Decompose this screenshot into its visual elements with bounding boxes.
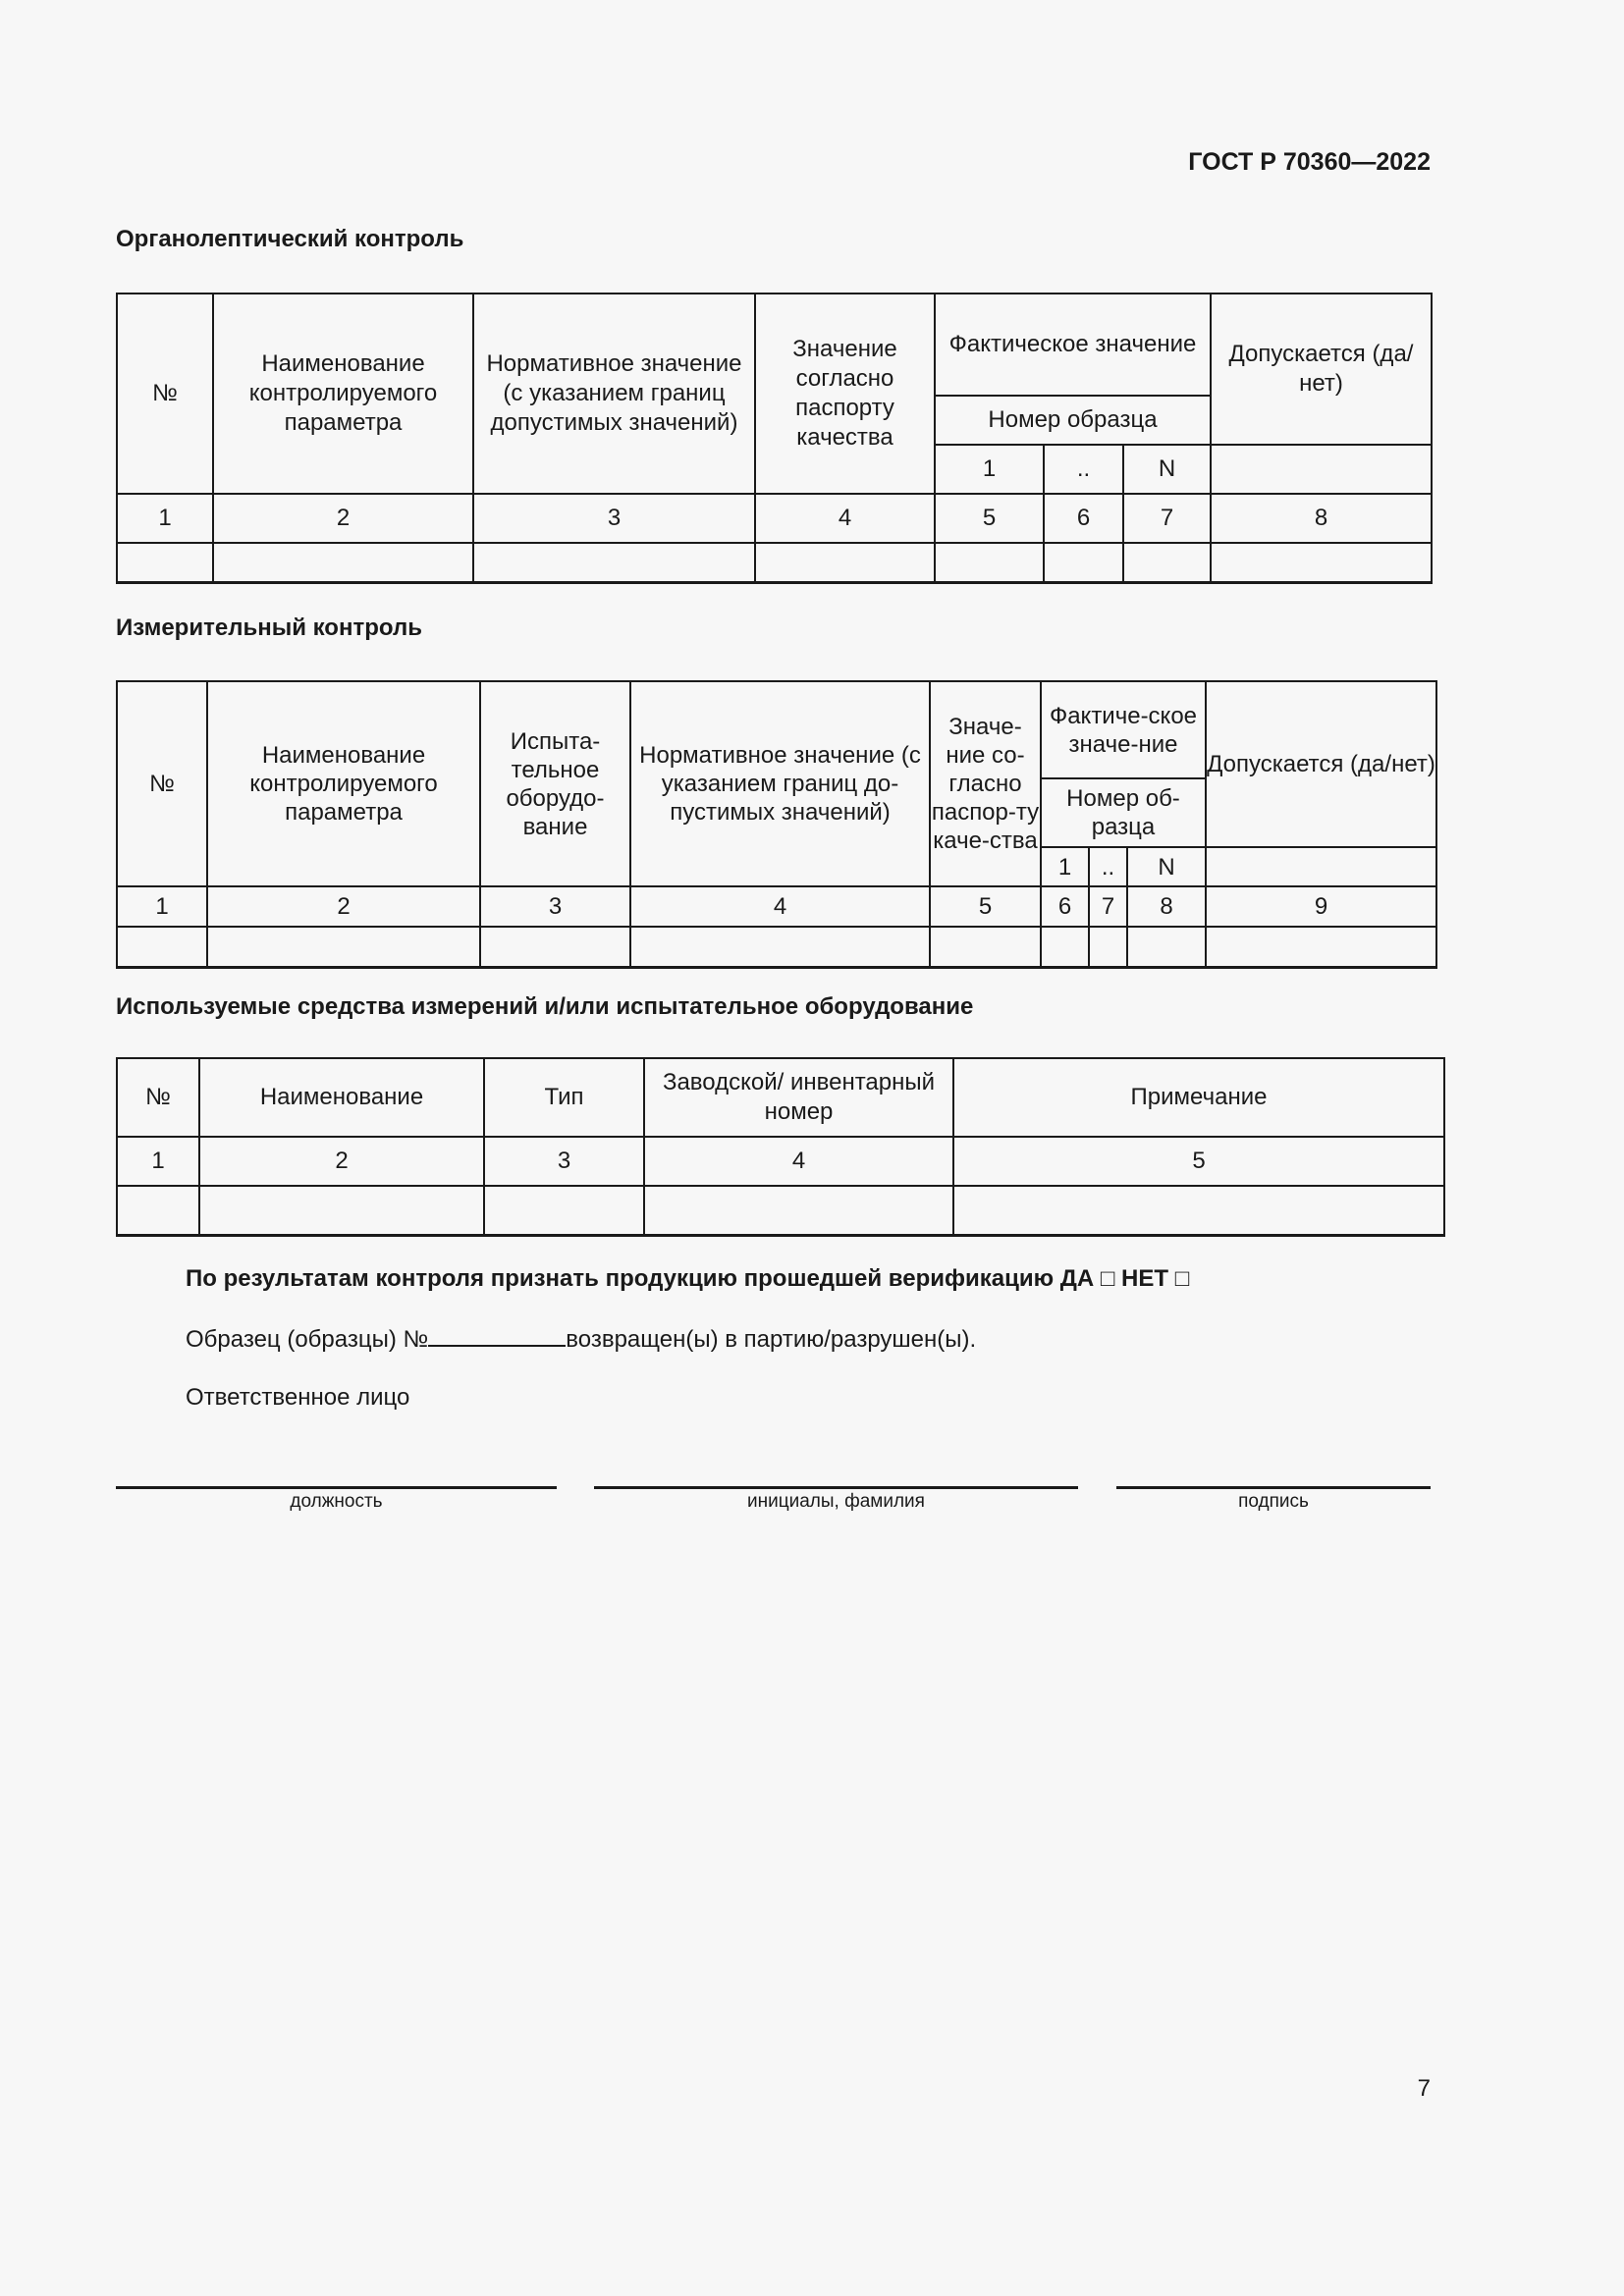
verification-verdict: По результатам контроля признать продукцию прошедшей верификацию ДА □ НЕТ □ <box>186 1265 1190 1292</box>
measurement-section-title: Измерительный контроль <box>116 614 422 641</box>
position-signature-line[interactable] <box>116 1486 557 1489</box>
sample-prefix: Образец (образцы) № <box>186 1326 429 1353</box>
column-number: 2 <box>199 1137 484 1186</box>
column-number: 8 <box>1211 494 1432 543</box>
sample-number-blank[interactable] <box>428 1325 566 1347</box>
col-header-note: Примечание <box>953 1058 1444 1137</box>
instruments-section-title: Используемые средства измерений и/или испытательное оборудование <box>116 993 974 1020</box>
col-header-actual: Фактиче-ское значе-ние <box>1041 681 1206 778</box>
empty-cell <box>1211 445 1432 494</box>
signature-line[interactable] <box>1116 1486 1431 1489</box>
col-header-name: Наименование контролируемого параметра <box>213 294 473 494</box>
column-number: 9 <box>1206 886 1436 927</box>
column-number: 1 <box>117 1137 199 1186</box>
col-header-type: Тип <box>484 1058 644 1137</box>
position-caption: должность <box>290 1491 383 1512</box>
col-header-serial: Заводской/ инвентарный номер <box>644 1058 953 1137</box>
col-header-num: № <box>117 1058 199 1137</box>
column-number: 5 <box>953 1137 1444 1186</box>
col-header-allowed: Допускается (да/нет) <box>1206 681 1436 847</box>
col-header-norm: Нормативное значение (с указанием границ до-пустимых значений) <box>630 681 930 886</box>
col-header-equipment: Испыта-тельное оборудо-вание <box>480 681 630 886</box>
col-header-actual: Фактическое значение <box>935 294 1211 396</box>
organoleptic-table <box>116 293 1433 584</box>
organoleptic-section-title: Органолептический контроль <box>116 226 464 252</box>
column-number: 3 <box>473 494 755 543</box>
col-header-allowed: Допускается (да/нет) <box>1211 294 1432 445</box>
col-header-sample-number: Номер об-разца <box>1041 778 1206 847</box>
column-number: 5 <box>935 494 1044 543</box>
instruments-table <box>116 1057 1445 1237</box>
name-signature-line[interactable] <box>594 1486 1078 1489</box>
measurement-table <box>116 680 1437 969</box>
col-header-sample-number: Номер образца <box>935 396 1211 445</box>
col-header-num: № <box>117 681 207 886</box>
col-header-name: Наименование <box>199 1058 484 1137</box>
column-number: 5 <box>930 886 1041 927</box>
column-number: 8 <box>1127 886 1206 927</box>
col-header-sample-1: 1 <box>935 445 1044 494</box>
column-number: 3 <box>484 1137 644 1186</box>
column-number-row <box>117 886 1436 927</box>
column-number-row <box>117 494 1432 543</box>
empty-data-row <box>117 927 1436 967</box>
column-number: 7 <box>1089 886 1127 927</box>
empty-data-row <box>117 543 1432 582</box>
col-header-passport: Значе-ние со-гласно паспор-ту каче-ства <box>930 681 1041 886</box>
empty-data-row <box>117 1186 1444 1235</box>
sample-return-line <box>186 1325 976 1354</box>
column-number: 2 <box>207 886 480 927</box>
col-header-num: № <box>117 294 213 494</box>
sample-suffix: возвращен(ы) в партию/разрушен(ы). <box>566 1326 977 1353</box>
col-header-sample-1: 1 <box>1041 847 1089 886</box>
name-caption: инициалы, фамилия <box>747 1491 925 1512</box>
col-header-sample-dots: .. <box>1044 445 1123 494</box>
column-number: 4 <box>644 1137 953 1186</box>
col-header-sample-dots: .. <box>1089 847 1127 886</box>
col-header-passport: Значение согласно паспорту качества <box>755 294 935 494</box>
col-header-sample-n: N <box>1127 847 1206 886</box>
column-number: 1 <box>117 886 207 927</box>
column-number: 3 <box>480 886 630 927</box>
page-number: 7 <box>1417 2075 1431 2102</box>
column-number-row <box>117 1137 1444 1186</box>
column-number: 2 <box>213 494 473 543</box>
column-number: 1 <box>117 494 213 543</box>
document-standard-number: ГОСТ Р 70360—2022 <box>1188 148 1431 176</box>
col-header-norm: Нормативное значение (с указанием границ допустимых значений) <box>473 294 755 494</box>
empty-cell <box>1206 847 1436 886</box>
responsible-person-label: Ответственное лицо <box>186 1384 410 1411</box>
column-number: 6 <box>1044 494 1123 543</box>
col-header-name: Наименование контролируемого параметра <box>207 681 480 886</box>
column-number: 7 <box>1123 494 1211 543</box>
column-number: 6 <box>1041 886 1089 927</box>
column-number: 4 <box>630 886 930 927</box>
signature-caption: подпись <box>1238 1491 1309 1512</box>
column-number: 4 <box>755 494 935 543</box>
col-header-sample-n: N <box>1123 445 1211 494</box>
